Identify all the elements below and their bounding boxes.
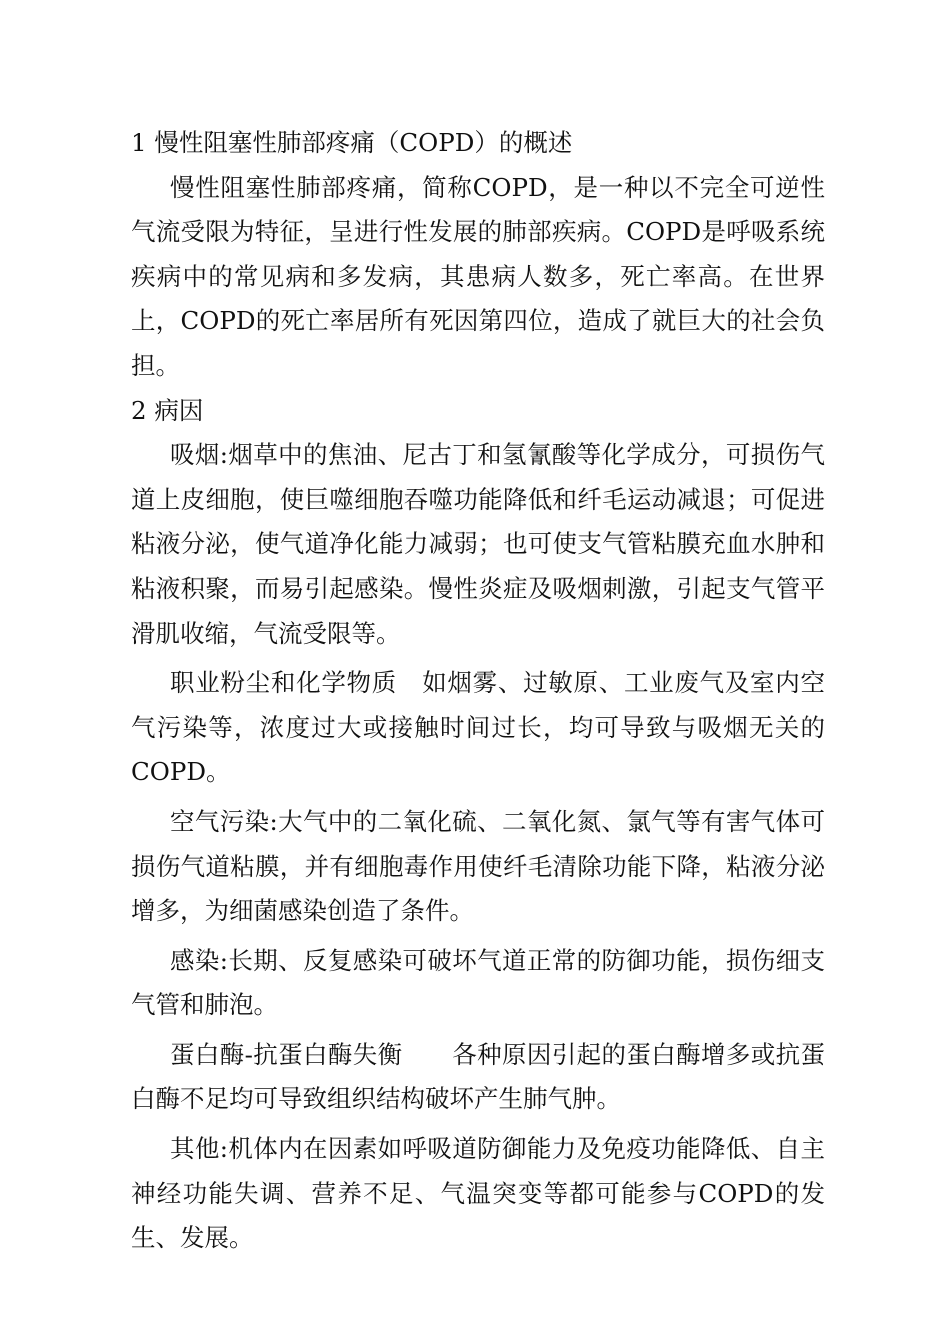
document-body (131, 121, 825, 1261)
paragraph-air-pollution: 空气污染:大气中的二氧化硫、二氧化氮、氯气等有害气体可损伤气道粘膜，并有细胞毒作用使纤毛清除功能下降，粘液分泌增多，为细菌感染创造了条件。 (131, 806, 825, 926)
paragraph-protease-imbalance: 蛋白酶-抗蛋白酶失衡 各种原因引起的蛋白酶增多或抗蛋白酶不足均可导致组织结构破坏产生肺气肿。 (131, 1039, 825, 1114)
paragraph-occupational-dust: 职业粉尘和化学物质 如烟雾、过敏原、工业废气及室内空气污染等，浓度过大或接触时间过长，均可导致与吸烟无关的COPD。 (131, 668, 825, 787)
paragraph-infection: 感染:长期、反复感染可破坏气道正常的防御功能，损伤细支气管和肺泡。 (131, 945, 825, 1020)
paragraph-other-factors: 其他:机体内在因素如呼吸道防御能力及免疫功能降低、自主神经功能失调、营养不足、气温突变等都可能参与COPD的发生、发展。 (131, 1134, 825, 1253)
section-heading-overview: 1 慢性阻塞性肺部疼痛（COPD）的概述 (131, 128, 573, 157)
paragraph-copd-definition: 慢性阻塞性肺部疼痛，简称COPD，是一种以不完全可逆性气流受限为特征，呈进行性发展的肺部疾病。COPD是呼吸系统疾病中的常见病和多发病，其患病人数多，死亡率高。在世界上，COPD的死亡率居所有死因第四位，造成了就巨大的社会负担。 (131, 172, 825, 380)
paragraph-smoking: 吸烟:烟草中的焦油、尼古丁和氢氰酸等化学成分，可损伤气道上皮细胞，使巨噬细胞吞噬功能降低和纤毛运动减退；可促进粘液分泌，使气道净化能力减弱；也可使支气管粘膜充血水肿和粘液积聚，而易引起感染。慢性炎症及吸烟刺激，引起支气管平滑肌收缩，气流受限等。 (131, 440, 825, 648)
section-heading-causes: 2 病因 (131, 395, 204, 425)
